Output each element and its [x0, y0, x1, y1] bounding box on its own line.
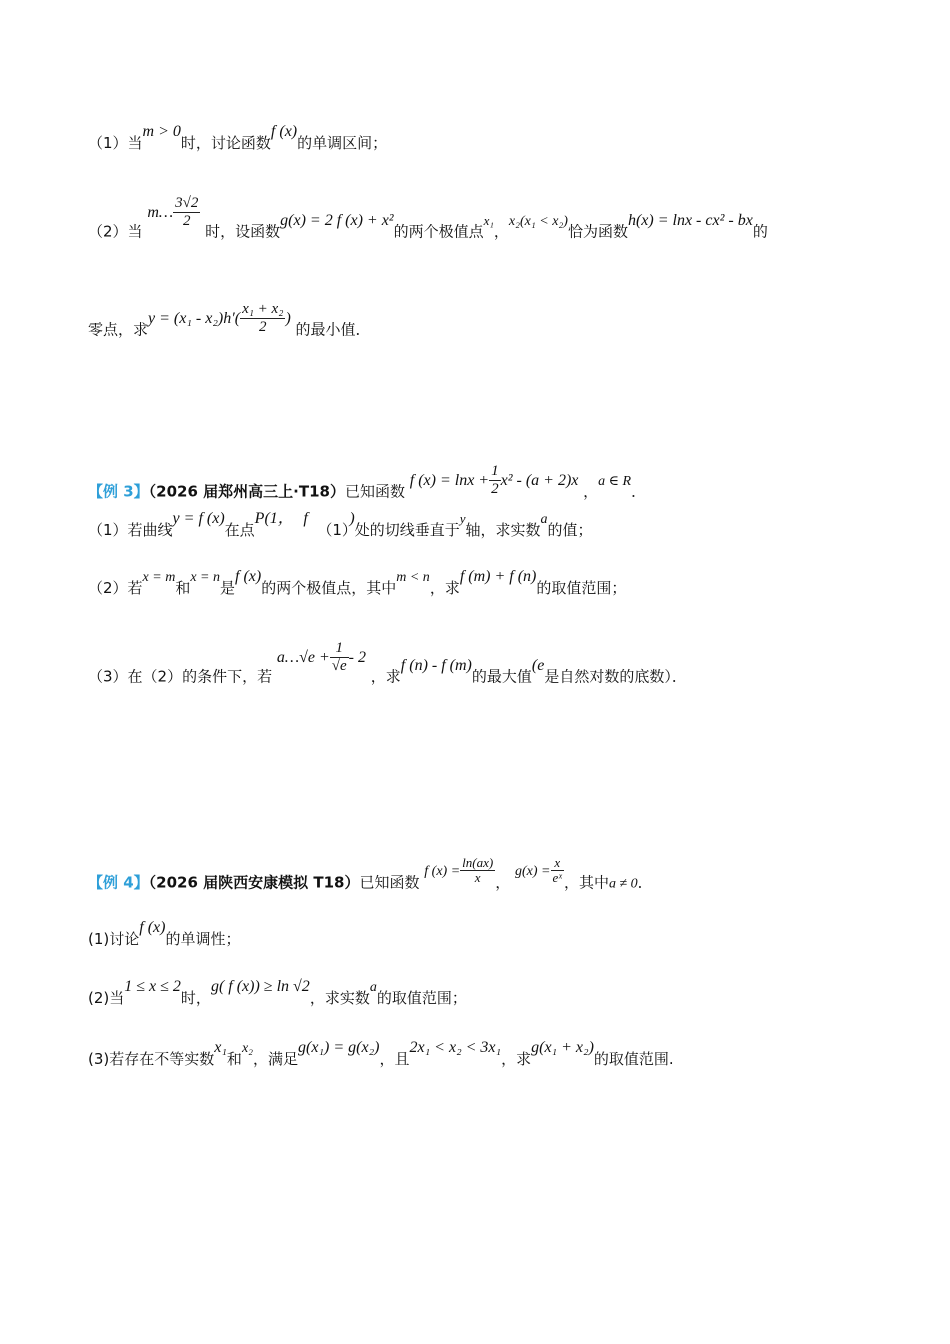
fraction-num: 3√2 [175, 195, 199, 211]
math-expr: x₁ [214, 1039, 227, 1056]
text: （1）若曲线 [88, 521, 173, 539]
text: 和 [226, 1050, 242, 1068]
math-expr: ) [349, 510, 355, 527]
text: (1)讨论 [88, 930, 140, 948]
text: 时，设函数 [205, 222, 281, 241]
text: ，求 [501, 1050, 532, 1068]
math-expr: a ∈ R [598, 473, 632, 489]
text: 处的切线垂直于 [354, 521, 460, 539]
text: 时， [180, 989, 211, 1007]
fraction-den: x [474, 870, 481, 886]
example-3-q1 [88, 510, 593, 540]
text: （2）若 [88, 579, 143, 597]
math-expr: f (x) [139, 919, 166, 936]
text: （1） [317, 521, 350, 539]
math-expr: m > 0 [142, 123, 181, 140]
text: 的最小值． [295, 320, 371, 339]
math-expr: f (x) = [424, 864, 461, 880]
example-3-q3 [88, 640, 687, 694]
fraction-num: ln(ax) [462, 855, 494, 870]
fraction-den: √e [331, 657, 347, 674]
math-expr: g(x₁) = g(x₂) [298, 1039, 380, 1056]
math-expr: a ≠ 0 [608, 876, 638, 892]
example-3-q2 [88, 568, 627, 598]
text: （3）在（2）的条件下，若 [88, 667, 273, 686]
text: ， [583, 482, 599, 501]
example-4-q3 [88, 1039, 674, 1069]
math-expr: a [369, 980, 377, 995]
math-expr: (e [531, 656, 545, 674]
text: ，其中 [563, 873, 609, 892]
q2-label: （2）当 [88, 222, 143, 241]
problem-part1-q2 [88, 195, 768, 249]
text: 和 [175, 579, 191, 597]
text: 已知函数 [359, 873, 420, 892]
text: 的值； [547, 521, 593, 539]
fraction-num: x₁ + x₂ [242, 301, 284, 317]
text: ． [637, 873, 653, 892]
math-expr: m < n [396, 570, 430, 585]
text: ，求 [370, 667, 401, 686]
example-4-q1 [88, 919, 241, 949]
math-expr: a [540, 512, 548, 527]
problem-part1-q2-cont [88, 301, 371, 347]
example-tag: 【例 4】 [88, 873, 149, 892]
example-4-q2 [88, 978, 467, 1008]
example-source: （2026 届郑州高三上·T18） [148, 482, 345, 501]
math-expr: f (x) [270, 123, 298, 140]
math-expr: y = f (x) [172, 510, 225, 527]
math-expr: P(1， [254, 510, 294, 527]
text: 的单调性； [165, 930, 241, 948]
text: 恰为函数 [567, 222, 628, 241]
math-expr: x = n [190, 570, 221, 585]
math-expr: ) [285, 309, 291, 327]
text: 的两个极值点 [393, 222, 484, 241]
math-expr: x² - (a + 2)x [500, 471, 579, 489]
math-expr: x₁ [483, 212, 494, 228]
math-expr: g(x) = [515, 864, 551, 880]
math-expr: y = (x₁ - x₂)h′( [148, 309, 241, 327]
fraction-den: 2 [259, 318, 267, 335]
example-3-header [88, 463, 647, 509]
text: ，求实数 [309, 989, 370, 1007]
text: 的取值范围. [593, 1050, 674, 1068]
text: 轴，求实数 [465, 521, 541, 539]
fraction-den: 2 [182, 212, 191, 229]
math-expr: h(x) = lnx - cx² - bx [627, 211, 753, 229]
text: 零点，求 [88, 320, 149, 339]
fraction [489, 463, 501, 497]
math-expr: y [459, 511, 466, 526]
text: 是 [220, 579, 236, 597]
text: 时，讨论函数 [180, 134, 271, 152]
text: 的单调区间； [297, 134, 388, 152]
fraction-den: eˣ [552, 870, 562, 886]
text: 的取值范围； [376, 989, 467, 1007]
text: 的最大值 [471, 667, 532, 686]
math-expr: 1 ≤ x ≤ 2 [124, 978, 181, 995]
example-tag: 【例 3】 [88, 482, 149, 501]
math-expr: g(x₁ + x₂) [531, 1039, 594, 1056]
text: 的两个极值点，其中 [261, 579, 397, 597]
q1-label: （1）当 [88, 134, 143, 152]
text: 的取值范围； [536, 579, 627, 597]
text: 的 [752, 222, 768, 241]
example-source: （2026 届陕西安康模拟 T18） [148, 873, 360, 892]
text: ， [493, 222, 509, 241]
text: ，满足 [253, 1050, 299, 1068]
math-expr: 2x₁ < x₂ < 3x₁ [409, 1039, 502, 1056]
math-expr: - 2 [348, 648, 366, 666]
math-expr: f [303, 510, 308, 527]
math-expr: g( f (x)) ≥ ln √2 [210, 978, 310, 995]
math-expr: m… [147, 203, 174, 221]
fraction-num: x [551, 856, 564, 871]
fraction-num: 1 [330, 640, 349, 658]
math-expr: f (x) [235, 568, 262, 585]
math-expr: a…√e + [276, 648, 330, 666]
text: ． [631, 482, 647, 501]
math-expr: g(x) = 2 f (x) + x² [280, 211, 394, 229]
text: (2)当 [88, 989, 125, 1007]
fraction [173, 195, 200, 229]
text: ，求 [429, 579, 460, 597]
math-expr: f (x) = lnx + [409, 471, 490, 489]
math-expr: f (m) + f (n) [459, 568, 537, 585]
math-expr: x₂ [241, 1041, 254, 1056]
text: ， [495, 873, 511, 892]
text: 已知函数 [344, 482, 405, 501]
text: 在点 [224, 521, 255, 539]
fraction-den: 2 [491, 480, 499, 497]
problem-part1-q1 [88, 123, 388, 153]
fraction [330, 640, 349, 674]
math-expr: f (n) - f (m) [400, 656, 472, 674]
fraction-num: 1 [491, 463, 499, 479]
example-4-header [88, 855, 653, 898]
text: 是自然对数的底数）． [544, 667, 687, 686]
text: (3)若存在不等实数 [88, 1050, 215, 1068]
math-expr: x = m [142, 570, 176, 585]
text: ，且 [379, 1050, 410, 1068]
fraction [551, 856, 564, 886]
math-expr: x₂(x₁ < x₂) [508, 213, 568, 229]
fraction [240, 301, 285, 335]
fraction [460, 856, 495, 886]
